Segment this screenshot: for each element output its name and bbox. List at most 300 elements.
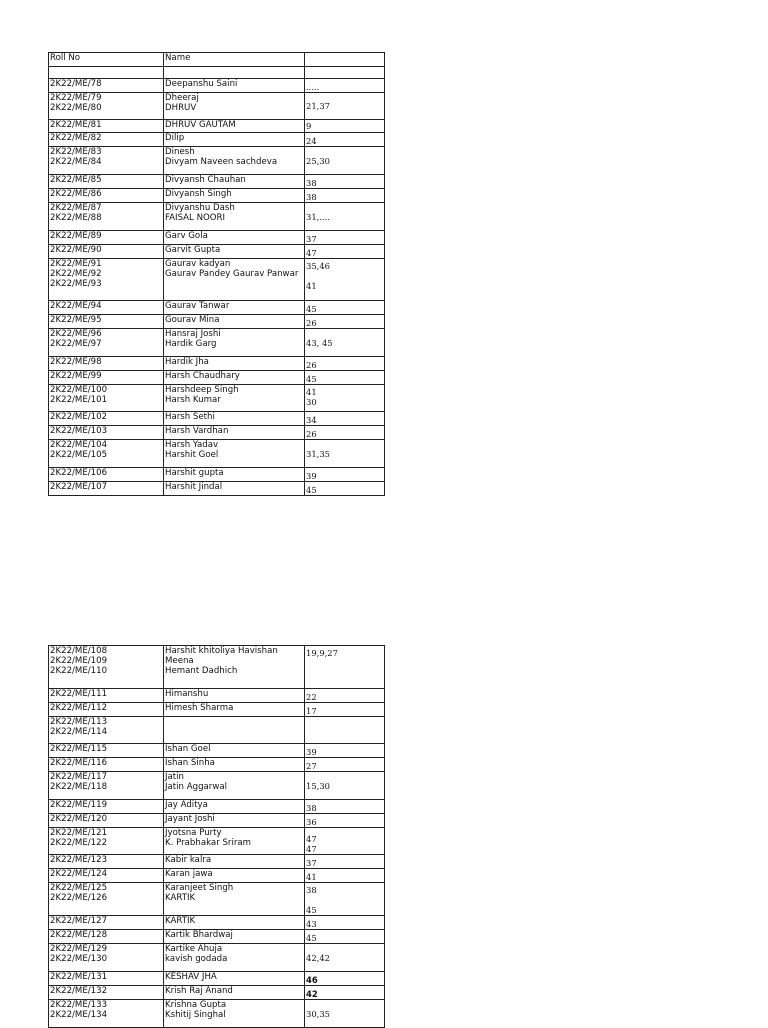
name-text: Dinesh [165,147,195,157]
name-text: Harshit Jindal [165,482,223,492]
name-cell [164,79,305,93]
roll-text: 2K22/ME/96 [50,329,102,339]
roll-cell [49,93,164,120]
name-text: Ishan Sinha [165,758,215,768]
marks-cell [305,772,385,800]
roll-cell [49,468,164,482]
roll-text: 2K22/ME/83 [50,147,102,157]
roll-cell [49,301,164,315]
marks-text: 21,37 [306,101,330,111]
table-row [49,482,385,496]
marks-cell [305,689,385,703]
marks-cell [305,758,385,772]
roll-text: 2K22/ME/114 [50,727,108,737]
table-row [49,772,385,800]
table-row [49,916,385,930]
marks-text: 19,9,27 [306,648,338,658]
roll-header: Roll No [49,53,164,67]
name-cell [164,772,305,800]
table-row [49,231,385,245]
name-cell [164,883,305,916]
marks-text: 47 [306,248,317,258]
marks-text: 45 [306,485,317,495]
roll-text: 2K22/ME/78 [50,79,102,89]
name-text: Karanjeet Singh [165,883,234,893]
roll-cell [49,689,164,703]
name-text: Kabir kalra [165,855,212,865]
roll-cell [49,814,164,828]
marks-cell [305,972,385,986]
name-text: Gourav Mina [165,315,220,325]
roll-text [50,67,162,77]
name-text: Kartik Bhardwaj [165,930,233,940]
table-row [49,245,385,259]
roll-text: 2K22/ME/101 [50,395,108,405]
name-text: Deepanshu Saini [165,79,238,89]
name-text: Garv Gola [165,231,208,241]
roll-text: 2K22/ME/128 [50,930,108,940]
name-cell [164,440,305,468]
name-cell [164,468,305,482]
marks-cell [305,800,385,814]
marks-text: 26 [306,429,317,439]
name-text: Harshit Goel [165,450,219,460]
name-cell [164,175,305,189]
roll-cell [49,930,164,944]
name-cell [164,930,305,944]
name-text: Jayant Joshi [165,814,215,824]
name-text: DHRUV GAUTAM [165,120,236,130]
roll-text: 2K22/ME/87 [50,203,102,213]
table-row [49,93,385,120]
name-text: Krishna Gupta [165,1000,227,1010]
roll-text: 2K22/ME/133 [50,1000,108,1010]
name-text: Gaurav Tanwar [165,301,230,311]
marks-text: 26 [306,360,317,370]
roll-text: 2K22/ME/102 [50,412,108,422]
name-text: Jatin [165,772,185,782]
marks-text [306,895,383,905]
roll-text: 2K22/ME/95 [50,315,102,325]
roll-cell [49,828,164,855]
name-cell [164,371,305,385]
roll-text: 2K22/ME/122 [50,838,108,848]
roll-cell [49,1000,164,1028]
marks-cell [305,301,385,315]
roll-text: 2K22/ME/91 [50,259,102,269]
table-row [49,1000,385,1028]
name-cell [164,1000,305,1028]
roll-text: 2K22/ME/109 [50,656,108,666]
roll-cell [49,329,164,357]
roll-text: 2K22/ME/108 [50,646,108,656]
name-text: Divyansh Chauhan [165,175,246,185]
attendance-table-2 [48,645,385,1028]
marks-text [306,68,383,78]
marks-text: 45 [306,933,317,943]
marks-text: 30 [306,397,317,407]
name-text: Krish Raj Anand [165,986,233,996]
marks-cell [305,828,385,855]
roll-cell [49,972,164,986]
name-text: Harshdeep Singh [165,385,239,395]
name-cell [164,301,305,315]
marks-text: 39 [306,747,317,757]
roll-text: 2K22/ME/97 [50,339,102,349]
table-row [49,855,385,869]
marks-cell [305,814,385,828]
name-cell [164,482,305,496]
marks-text: 37 [306,858,317,868]
roll-text: 2K22/ME/117 [50,772,108,782]
name-text: DHRUV [165,103,197,113]
roll-cell [49,133,164,147]
marks-cell [305,930,385,944]
name-cell [164,315,305,329]
name-text: Dilip [165,133,185,143]
roll-text: 2K22/ME/119 [50,800,108,810]
roll-cell [49,772,164,800]
marks-text: 45 [306,374,317,384]
roll-text: 2K22/ME/134 [50,1010,108,1020]
marks-cell [305,79,385,93]
roll-cell [49,717,164,744]
roll-text: 2K22/ME/86 [50,189,102,199]
roll-text: 2K22/ME/115 [50,744,108,754]
marks-text: 41 [306,387,317,397]
name-text: Jyotsna Purty [165,828,222,838]
name-cell [164,944,305,972]
table-row [49,703,385,717]
marks-text: 38 [306,803,317,813]
name-text: K. Prabhakar Sriram [165,838,252,848]
name-text: Harsh Chaudhary [165,371,240,381]
marks-cell [305,133,385,147]
name-text: Kshitij Singhal [165,1010,226,1020]
roll-text: 2K22/ME/107 [50,482,108,492]
marks-text: 36 [306,817,317,827]
table-row [49,689,385,703]
roll-text: 2K22/ME/103 [50,426,108,436]
marks-text: 9 [306,121,312,131]
name-text: Harsh Vardhan [165,426,229,436]
roll-text: 2K22/ME/88 [50,213,102,223]
marks-cell [305,67,385,79]
table-row [49,259,385,301]
name-text: Divyansh Singh [165,189,232,199]
marks-cell [305,426,385,440]
marks-text: 38 [306,192,317,202]
marks-cell [305,440,385,468]
name-text: Gaurav kadyan [165,259,231,269]
name-cell [164,189,305,203]
marks-cell [305,944,385,972]
marks-cell [305,231,385,245]
marks-cell [305,315,385,329]
roll-cell [49,189,164,203]
marks-cell [305,385,385,412]
marks-header [305,53,385,67]
marks-cell [305,93,385,120]
name-text: KARTIK [165,893,196,903]
roll-text: 2K22/ME/113 [50,717,108,727]
name-cell [164,758,305,772]
table-row [49,717,385,744]
roll-text: 2K22/ME/120 [50,814,108,824]
roll-text: 2K22/ME/130 [50,954,108,964]
roll-cell [49,412,164,426]
roll-text: 2K22/ME/123 [50,855,108,865]
name-text: Himanshu [165,689,209,699]
marks-cell [305,482,385,496]
marks-text: 41 [306,872,317,882]
roll-text: 2K22/ME/82 [50,133,102,143]
roll-text: 2K22/ME/81 [50,120,102,130]
table-row [49,869,385,883]
marks-text: 45 [306,905,317,915]
roll-text: 2K22/ME/121 [50,828,108,838]
marks-text: 37 [306,234,317,244]
name-text [165,717,303,727]
table-row [49,329,385,357]
marks-text [306,271,383,281]
roll-cell [49,67,164,79]
marks-text: 31,.... [306,211,330,222]
name-text: FAISAL NOORI [165,213,226,223]
marks-text: 47 [306,844,317,854]
name-cell [164,120,305,133]
name-text: Ishan Goel [165,744,211,754]
table-2-body [49,646,385,1028]
roll-cell [49,147,164,175]
roll-text: 2K22/ME/129 [50,944,108,954]
name-text: Dheeraj [165,93,199,103]
table-row [49,315,385,329]
marks-text: 26 [306,318,317,328]
marks-cell [305,468,385,482]
table-row [49,440,385,468]
marks-cell [305,357,385,371]
marks-text: 22 [306,692,317,702]
marks-text: 27 [306,761,317,771]
table-row [49,758,385,772]
marks-cell [305,120,385,133]
marks-text: 31,35 [306,448,330,459]
marks-text: 43 [306,919,317,929]
name-cell [164,231,305,245]
roll-text: 2K22/ME/92 [50,269,102,279]
roll-text: 2K22/ME/90 [50,245,102,255]
name-cell [164,916,305,930]
marks-cell [305,412,385,426]
table-row [49,120,385,133]
table-row [49,175,385,189]
name-text: Meena [165,656,194,666]
roll-text: 2K22/ME/99 [50,371,102,381]
roll-cell [49,944,164,972]
table-row [49,744,385,758]
name-cell [164,245,305,259]
name-cell [164,203,305,231]
marks-text: 42 [306,989,318,999]
name-text: Harsh Sethi [165,412,215,422]
roll-cell [49,800,164,814]
marks-text: 38 [306,885,317,895]
roll-cell [49,385,164,412]
name-cell [164,147,305,175]
name-cell [164,259,305,301]
name-text: Gaurav Pandey Gaurav Panwar [165,269,299,279]
name-cell [164,800,305,814]
table-row [49,133,385,147]
marks-text: 25,30 [306,155,330,166]
table-row [49,814,385,828]
name-cell [164,67,305,79]
name-text: KESHAV JHA [165,972,217,982]
attendance-table-1 [48,52,385,496]
name-text: Hardik Jha [165,357,209,367]
name-text [165,67,303,77]
name-text: Jay Aditya [165,800,208,810]
name-header: Name [164,53,305,67]
name-text: Divyam Naveen sachdeva [165,157,278,167]
marks-text: ..... [306,82,320,92]
marks-cell [305,717,385,744]
table-row [49,385,385,412]
name-text: Garvit Gupta [165,245,221,255]
name-cell [164,689,305,703]
roll-cell [49,986,164,1000]
name-cell [164,385,305,412]
name-cell [164,744,305,758]
marks-text: 17 [306,706,317,716]
roll-text: 2K22/ME/118 [50,782,108,792]
roll-text: 2K22/ME/106 [50,468,108,478]
roll-text: 2K22/ME/79 [50,93,102,103]
marks-text: 30,35 [306,1008,330,1019]
roll-text: 2K22/ME/131 [50,972,108,982]
name-text: kavish godada [165,954,228,964]
name-text: Kartike Ahuja [165,944,223,954]
marks-cell [305,883,385,916]
table-row [49,828,385,855]
roll-text: 2K22/ME/104 [50,440,108,450]
name-text: Harshit khitoliya Havishan [165,646,278,656]
roll-text: 2K22/ME/100 [50,385,108,395]
marks-cell [305,329,385,357]
table-1-body [49,53,385,496]
roll-text: 2K22/ME/93 [50,279,102,289]
name-text: Hansraj Joshi [165,329,221,339]
roll-cell [49,744,164,758]
table-row [49,412,385,426]
name-cell [164,426,305,440]
name-cell [164,329,305,357]
roll-text: 2K22/ME/105 [50,450,108,460]
roll-text: 2K22/ME/124 [50,869,108,879]
marks-cell [305,147,385,175]
name-text: Harsh Kumar [165,395,221,405]
roll-text: 2K22/ME/112 [50,703,108,713]
roll-cell [49,883,164,916]
marks-cell [305,986,385,1000]
marks-text: 35,46 [306,261,330,271]
table-row [49,357,385,371]
marks-text: 41 [306,281,317,291]
roll-cell [49,426,164,440]
roll-cell [49,855,164,869]
marks-cell [305,916,385,930]
table-row [49,930,385,944]
roll-text: 2K22/ME/125 [50,883,108,893]
name-cell [164,412,305,426]
name-cell [164,828,305,855]
table-row [49,883,385,916]
table-row [49,986,385,1000]
roll-text: 2K22/ME/116 [50,758,108,768]
roll-cell [49,315,164,329]
roll-cell [49,646,164,689]
roll-text: 2K22/ME/126 [50,893,108,903]
name-cell [164,972,305,986]
roll-text: 2K22/ME/80 [50,103,102,113]
name-cell [164,646,305,689]
name-cell [164,814,305,828]
table-row [49,371,385,385]
roll-cell [49,357,164,371]
table-row [49,301,385,315]
name-cell [164,93,305,120]
roll-cell [49,203,164,231]
marks-text: 47 [306,834,317,844]
name-text: Himesh Sharma [165,703,234,713]
roll-cell [49,259,164,301]
roll-text: 2K22/ME/94 [50,301,102,311]
name-text: Divyanshu Dash [165,203,235,213]
name-cell [164,855,305,869]
roll-text: 2K22/ME/127 [50,916,108,926]
marks-cell [305,203,385,231]
table-row [49,426,385,440]
roll-cell [49,869,164,883]
roll-text: 2K22/ME/84 [50,157,102,167]
table-row [49,972,385,986]
marks-cell [305,744,385,758]
marks-cell [305,646,385,689]
roll-cell [49,758,164,772]
marks-cell [305,1000,385,1028]
marks-cell [305,855,385,869]
roll-text: 2K22/ME/132 [50,986,108,996]
table-row [49,203,385,231]
name-cell [164,717,305,744]
roll-cell [49,482,164,496]
name-text: Jatin Aggarwal [165,782,228,792]
marks-text: 46 [306,975,318,985]
name-text: Harsh Yadav [165,440,219,450]
roll-cell [49,120,164,133]
table-row [49,646,385,689]
roll-cell [49,371,164,385]
marks-text: 42,42 [306,952,330,963]
name-text: Hemant Dadhich [165,666,238,676]
marks-cell [305,189,385,203]
name-text: KARTIK [165,916,196,926]
marks-text: 38 [306,178,317,188]
roll-cell [49,440,164,468]
table-row [49,67,385,79]
name-text: Karan jawa [165,869,213,879]
